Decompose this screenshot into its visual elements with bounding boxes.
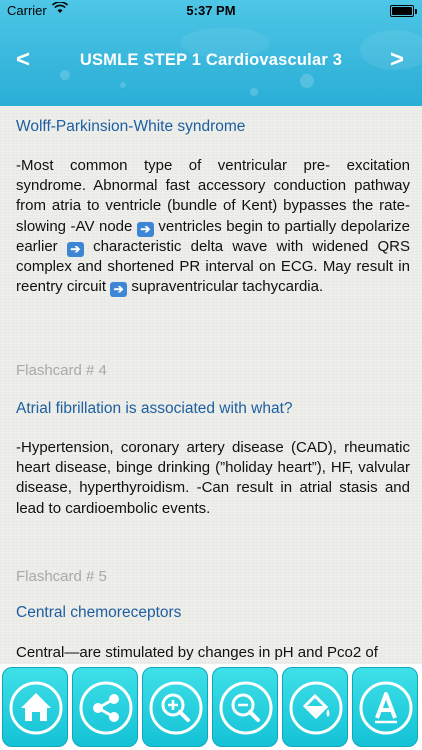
flashcard-number: Flashcard # 4 (16, 362, 107, 379)
zoom-in-button[interactable] (142, 667, 208, 747)
font-icon (359, 676, 413, 740)
font-button[interactable] (352, 667, 418, 747)
arrow-right-icon: ➔ (110, 282, 127, 297)
home-button[interactable] (2, 667, 68, 747)
status-bar (0, 0, 422, 22)
flashcard-question: Atrial fibrillation is associated with what? (16, 400, 293, 417)
arrow-right-icon: ➔ (137, 222, 154, 237)
share-icon (79, 676, 133, 740)
share-button[interactable] (72, 667, 138, 747)
nav-header (0, 0, 422, 106)
page-title: USMLE STEP 1 Cardiovascular 3 (79, 51, 343, 69)
flashcard-answer (16, 156, 410, 297)
flashcard-number: Flashcard # 5 (16, 568, 107, 585)
clock: 5:37 PM (186, 3, 236, 18)
answer-text: -Most common type of ventricular pre- excitation syndrome. Abnormal fast accessory conduction pathway from atria to ventricle (bundle of Kent) bypasses the rate-slowing -AV node (16, 157, 410, 235)
zoom-out-button[interactable] (212, 667, 278, 747)
zoom-in-icon (149, 676, 203, 740)
bottom-toolbar (0, 664, 422, 750)
background-color-button[interactable] (282, 667, 348, 747)
carrier-label: Carrier (7, 3, 47, 18)
answer-text: ventricles begin to partially depolarize earlier (16, 217, 410, 255)
answer-text: characteristic delta wave with widened QRS complex and shortened PR interval on ECG. May result in reentry circuit (16, 237, 410, 296)
answer-text: supraventricular tachycardia. (127, 278, 324, 296)
battery-icon (390, 5, 414, 17)
zoom-out-icon (219, 676, 273, 740)
flashcard-question: Wolff-Parkinsion-White syndrome (16, 118, 246, 135)
flashcard-answer: Central—are stimulated by changes in pH and Pco2 of (16, 644, 378, 661)
next-button[interactable]: > (389, 46, 404, 73)
flashcard-answer: -Hypertension, coronary artery disease (CAD), rheumatic heart disease, binge drinking (”holiday heart”), HF, valvular disease, hyperthyroidism. -Can result in atrial stasis and lead to cardioembolic events. (16, 439, 410, 517)
flashcard-question: Central chemoreceptors (16, 604, 182, 621)
back-button[interactable]: < (16, 46, 31, 73)
home-icon (9, 676, 63, 740)
arrow-right-icon: ➔ (67, 242, 84, 257)
paint-bucket-icon (289, 676, 343, 740)
